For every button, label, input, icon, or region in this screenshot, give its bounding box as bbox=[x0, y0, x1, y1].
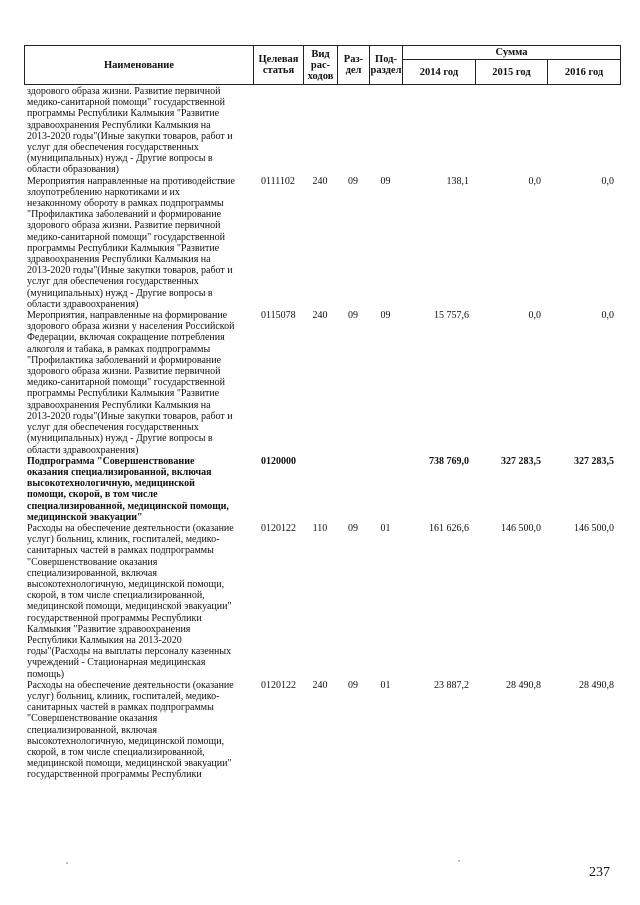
row-name-line: здорового образа жизни у населения Российской bbox=[27, 321, 235, 333]
row-code: 0120000 bbox=[261, 455, 296, 467]
row-razdel: 09 bbox=[348, 310, 358, 322]
row-name-line: "Совершенствование оказания bbox=[27, 713, 158, 725]
row-name-line: высокотехнологичную, медицинской помощи, bbox=[27, 578, 225, 590]
table-row bbox=[24, 523, 620, 680]
row-code bbox=[244, 86, 303, 176]
scan-speck bbox=[66, 862, 68, 864]
header-2016: 2016 год bbox=[548, 60, 621, 85]
row-name-line: услуг) больниц, клиник, госпиталей, медико- bbox=[27, 690, 220, 702]
row-sum-2015: 146 500,0 bbox=[501, 522, 541, 534]
row-name-line: области здравоохранения) bbox=[27, 444, 139, 456]
row-name bbox=[24, 176, 244, 310]
row-sum-2015: 0,0 bbox=[528, 175, 541, 187]
row-name-line: программы Республики Калмыкия "Развитие bbox=[27, 242, 220, 254]
row-name-line: программы Республики Калмыкия "Развитие bbox=[27, 388, 220, 400]
table-row bbox=[24, 456, 620, 523]
row-code: 0120122 bbox=[261, 522, 296, 534]
row-name-line: медицинской помощи, медицинской эвакуации" bbox=[27, 601, 232, 613]
row-name-line: оказания специализированной, включая bbox=[27, 466, 212, 478]
row-name-line: медико-санитарной помощи" государственной bbox=[27, 377, 225, 389]
row-name-line: Республики Калмыкия на 2013-2020 bbox=[27, 634, 182, 646]
row-name-line: помощь) bbox=[27, 668, 65, 680]
row-name-line: 2013-2020 годы"(Иные закупки товаров, работ и bbox=[27, 130, 233, 142]
header-podrazdel: Под-раздел bbox=[370, 46, 403, 85]
row-name-line: государственной программы Республики bbox=[27, 612, 202, 624]
row-podrazdel bbox=[369, 86, 402, 176]
row-sum-2016: 0,0 bbox=[601, 175, 614, 187]
row-name bbox=[24, 86, 244, 176]
row-sum-2014: 161 626,6 bbox=[429, 522, 469, 534]
row-name-line: (муниципальных) нужд - Другие вопросы в bbox=[27, 433, 213, 445]
row-name-line: высокотехнологичную, медицинской bbox=[27, 478, 195, 490]
row-podrazdel: 09 bbox=[380, 175, 391, 187]
row-name-line: медицинской помощи, медицинской эвакуации" bbox=[27, 758, 232, 770]
row-podrazdel: 01 bbox=[380, 522, 391, 534]
row-sum-2014: 138,1 bbox=[446, 175, 469, 187]
row-sum-2016: 327 283,5 bbox=[574, 455, 614, 467]
row-vid: 240 bbox=[312, 679, 328, 691]
row-razdel bbox=[337, 456, 369, 523]
row-name-line: услуг для обеспечения государственных bbox=[27, 142, 199, 154]
header-summa: Сумма bbox=[403, 46, 621, 60]
row-vid: 240 bbox=[312, 310, 328, 322]
row-name-line: специализированной, включая bbox=[27, 724, 157, 736]
row-vid bbox=[303, 86, 337, 176]
row-sum-2015: 0,0 bbox=[528, 310, 541, 322]
header-2014: 2014 год bbox=[403, 60, 476, 85]
row-razdel: 09 bbox=[348, 175, 358, 187]
row-vid: 110 bbox=[312, 522, 328, 534]
scan-speck bbox=[458, 860, 460, 862]
row-podrazdel bbox=[369, 456, 402, 523]
row-name-line: услуг) больниц, клиник, госпиталей, медико- bbox=[27, 534, 220, 546]
row-name-line: услуг для обеспечения государственных bbox=[27, 276, 199, 288]
row-name-line: алкоголя и табака, в рамках подпрограммы bbox=[27, 343, 211, 355]
table-row bbox=[24, 680, 620, 781]
row-name-line: программы Республики Калмыкия "Развитие bbox=[27, 108, 220, 120]
row-name-line: области образования) bbox=[27, 164, 120, 176]
row-sum-2014: 23 887,2 bbox=[434, 679, 469, 691]
row-name-line: скорой, в том числе специализированной, bbox=[27, 590, 205, 602]
row-name-line: здравоохранения Республики Калмыкия на bbox=[27, 399, 211, 411]
header-razdel: Раз-дел bbox=[338, 46, 370, 85]
row-sum-2015: 28 490,8 bbox=[506, 679, 541, 691]
row-name-line: скорой, в том числе специализированной, bbox=[27, 746, 205, 758]
row-name-line: здорового образа жизни. Развитие первичной bbox=[27, 366, 221, 378]
row-name-line: здорового образа жизни. Развитие первичной bbox=[27, 220, 221, 232]
page-number: 237 bbox=[589, 865, 610, 880]
row-name bbox=[24, 310, 244, 456]
table-row bbox=[24, 86, 620, 176]
header-2015: 2015 год bbox=[476, 60, 548, 85]
row-name-line: здравоохранения Республики Калмыкия на bbox=[27, 254, 211, 266]
row-name-line: услуг для обеспечения государственных bbox=[27, 422, 199, 434]
header-name: Наименование bbox=[25, 46, 254, 85]
header-vid: Вид рас-ходов bbox=[304, 46, 338, 85]
row-name-line: высокотехнологичную, медицинской помощи, bbox=[27, 735, 225, 747]
row-sum-2014 bbox=[402, 86, 475, 176]
row-name-line: незаконному обороту в рамках подпрограммы bbox=[27, 198, 224, 210]
row-razdel: 09 bbox=[348, 522, 358, 534]
row-razdel bbox=[337, 86, 369, 176]
row-sum-2014: 738 769,0 bbox=[429, 455, 469, 467]
row-name-line: Калмыкия "Развитие здравоохранения bbox=[27, 623, 191, 635]
row-sum-2016 bbox=[547, 86, 620, 176]
row-name-line: Мероприятия, направленные на формирование bbox=[27, 310, 228, 322]
row-sum-2014: 15 757,6 bbox=[434, 310, 469, 322]
row-name-line: (муниципальных) нужд - Другие вопросы в bbox=[27, 287, 213, 299]
row-name-line: "Совершенствование оказания bbox=[27, 556, 158, 568]
row-name-line: санитарных частей в рамках подпрограммы bbox=[27, 545, 214, 557]
row-sum-2015: 327 283,5 bbox=[501, 455, 541, 467]
row-code: 0115078 bbox=[261, 310, 296, 322]
row-name-line: злоупотреблению наркотиками и их bbox=[27, 186, 180, 198]
row-sum-2015 bbox=[475, 86, 547, 176]
row-name-line: (муниципальных) нужд - Другие вопросы в bbox=[27, 153, 213, 165]
row-name-line: медико-санитарной помощи" государственной bbox=[27, 97, 225, 109]
row-name-line: учреждений - Стационарная медицинская bbox=[27, 657, 206, 669]
row-name-line: Федерации, включая сокращение потребления bbox=[27, 332, 225, 344]
row-vid: 240 bbox=[312, 175, 328, 187]
table-body bbox=[24, 86, 620, 781]
row-name bbox=[24, 680, 244, 781]
row-name-line: Расходы на обеспечение деятельности (оказание bbox=[27, 679, 234, 691]
row-name-line: 2013-2020 годы"(Иные закупки товаров, работ и bbox=[27, 410, 233, 422]
row-podrazdel: 01 bbox=[380, 679, 391, 691]
table-row bbox=[24, 310, 620, 456]
row-name-line: специализированной, медицинской помощи, bbox=[27, 500, 229, 512]
row-name-line: Подпрограмма "Совершенствование bbox=[27, 455, 195, 467]
row-sum-2016: 146 500,0 bbox=[574, 522, 614, 534]
row-razdel: 09 bbox=[348, 679, 358, 691]
header-target: Целевая статья bbox=[254, 46, 304, 85]
row-vid bbox=[303, 456, 337, 523]
row-name-line: государственной программы Республики bbox=[27, 769, 202, 781]
row-code: 0111102 bbox=[261, 175, 295, 187]
table-row bbox=[24, 176, 620, 310]
row-name-line: годы"(Расходы на выплаты персоналу казенных bbox=[27, 646, 232, 658]
row-name-line: здорового образа жизни. Развитие первичной bbox=[27, 86, 221, 97]
row-sum-2016: 28 490,8 bbox=[579, 679, 614, 691]
row-name-line: 2013-2020 годы"(Иные закупки товаров, работ и bbox=[27, 265, 233, 277]
row-name-line: "Профилактика заболеваний и формирование bbox=[27, 209, 222, 221]
row-sum-2016: 0,0 bbox=[601, 310, 614, 322]
row-name bbox=[24, 523, 244, 680]
row-name-line: помощи, скорой, в том числе bbox=[27, 489, 158, 501]
row-name-line: санитарных частей в рамках подпрограммы bbox=[27, 702, 214, 714]
row-code: 0120122 bbox=[261, 679, 296, 691]
row-name-line: здравоохранения Республики Калмыкия на bbox=[27, 119, 211, 131]
row-name-line: Расходы на обеспечение деятельности (оказание bbox=[27, 522, 234, 534]
row-name-line: Мероприятия направленные на противодействие bbox=[27, 175, 235, 187]
row-name-line: специализированной, включая bbox=[27, 567, 157, 579]
row-name-line: медицинской эвакуации" bbox=[27, 511, 143, 523]
row-name bbox=[24, 456, 244, 523]
row-name-line: медико-санитарной помощи" государственной bbox=[27, 231, 225, 243]
table-header bbox=[24, 45, 621, 85]
row-podrazdel: 09 bbox=[380, 310, 391, 322]
row-name-line: области здравоохранения) bbox=[27, 298, 139, 310]
row-name-line: "Профилактика заболеваний и формирование bbox=[27, 354, 222, 366]
